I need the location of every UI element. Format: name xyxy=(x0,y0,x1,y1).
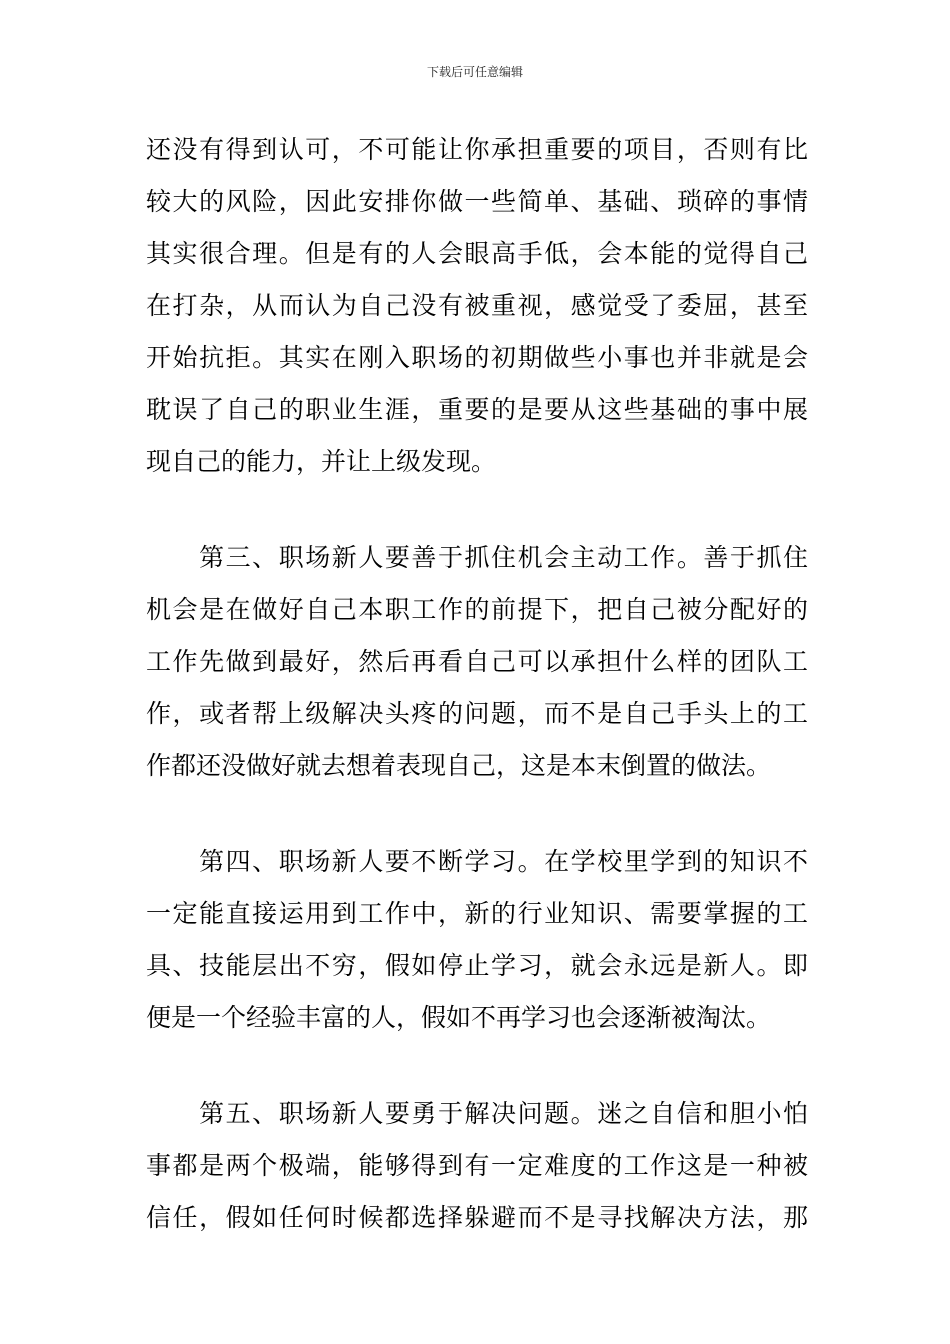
text-line: 机会是在做好自己本职工作的前提下，把自己被分配好的 xyxy=(146,595,808,624)
paragraph-2 xyxy=(146,532,808,792)
text-line: 工作先做到最好，然后再看自己可以承担什么样的团队工 xyxy=(146,647,808,676)
text-line: 其实很合理。但是有的人会眼高手低，会本能的觉得自己 xyxy=(146,239,808,268)
text-line: 第三、职场新人要善于抓住机会主动工作。善于抓住 xyxy=(146,543,808,572)
paragraph-gap xyxy=(146,1044,808,1088)
text-line: 作，或者帮上级解决头疼的问题，而不是自己手头上的工 xyxy=(146,699,808,728)
text-line: 第五、职场新人要勇于解决问题。迷之自信和胆小怕 xyxy=(146,1099,808,1128)
text-line: 现自己的能力，并让上级发现。 xyxy=(146,447,497,476)
text-line: 开始抗拒。其实在刚入职场的初期做些小事也并非就是会 xyxy=(146,343,808,372)
paragraph-4 xyxy=(146,1088,808,1244)
paragraph-gap xyxy=(146,488,808,532)
text-line: 在打杂，从而认为自己没有被重视，感觉受了委屈，甚至 xyxy=(146,291,808,320)
document-body xyxy=(146,124,808,1244)
paragraph-1 xyxy=(146,124,808,488)
paragraph-3 xyxy=(146,836,808,1044)
text-line: 第四、职场新人要不断学习。在学校里学到的知识不 xyxy=(146,847,808,876)
text-line: 一定能直接运用到工作中，新的行业知识、需要掌握的工 xyxy=(146,899,808,928)
paragraph-gap xyxy=(146,792,808,836)
text-line: 事都是两个极端，能够得到有一定难度的工作这是一种被 xyxy=(146,1151,808,1180)
text-line: 耽误了自己的职业生涯，重要的是要从这些基础的事中展 xyxy=(146,395,808,424)
text-line: 作都还没做好就去想着表现自己，这是本末倒置的做法。 xyxy=(146,751,772,780)
text-line: 较大的风险，因此安排你做一些简单、基础、琐碎的事情 xyxy=(146,187,808,216)
text-line: 便是一个经验丰富的人，假如不再学习也会逐渐被淘汰。 xyxy=(146,1003,772,1032)
text-line: 信任，假如任何时候都选择躲避而不是寻找解决方法，那 xyxy=(146,1203,808,1232)
page-header-note: 下载后可任意编辑 xyxy=(426,65,523,79)
text-line: 具、技能层出不穷，假如停止学习，就会永远是新人。即 xyxy=(146,951,808,980)
text-line: 还没有得到认可，不可能让你承担重要的项目，否则有比 xyxy=(146,135,808,164)
